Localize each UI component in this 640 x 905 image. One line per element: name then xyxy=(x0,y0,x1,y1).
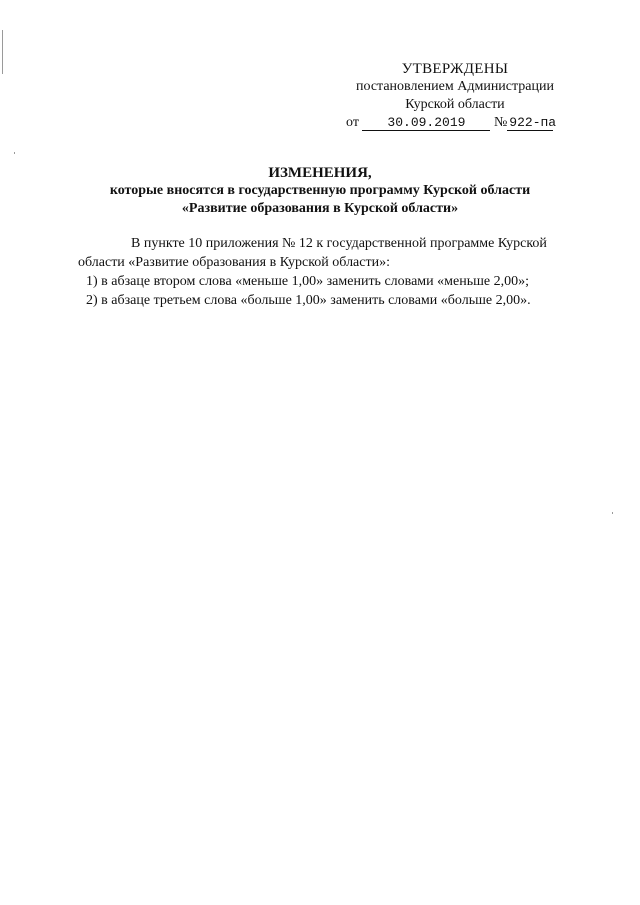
approval-date: 30.09.2019 xyxy=(362,115,490,131)
title-line2: которые вносятся в государственную программу Курской области xyxy=(109,183,531,198)
approval-date-row xyxy=(346,115,557,131)
number-sign: № xyxy=(493,115,508,130)
title-line3: «Развитие образования в Курской области» xyxy=(181,201,459,216)
approval-stamp xyxy=(330,60,580,114)
date-prefix: от xyxy=(346,115,359,130)
approval-heading: УТВЕРЖДЕНЫ xyxy=(401,61,509,77)
paragraph-line2: области «Развитие образования в Курской области»: xyxy=(78,255,390,270)
list-item-text: в абзаце втором слова «меньше 1,00» заменить словами «меньше 2,00»; xyxy=(101,274,529,289)
list-item-number: 1) xyxy=(86,274,98,289)
scan-dot xyxy=(14,152,15,154)
scan-dot xyxy=(612,512,613,514)
list-item xyxy=(78,272,598,291)
list-item-number: 2) xyxy=(86,293,98,308)
document-title xyxy=(90,164,550,218)
list-item-text: в абзаце третьем слова «больше 1,00» заменить словами «больше 2,00». xyxy=(101,293,531,308)
approval-number: 922-па xyxy=(509,115,557,130)
approval-line2: Курской области xyxy=(405,97,505,112)
list-item xyxy=(78,291,598,310)
title-main: ИЗМЕНЕНИЯ, xyxy=(268,165,372,181)
document-body xyxy=(78,234,598,310)
scan-edge-mark xyxy=(2,30,3,74)
paragraph-line1: В пункте 10 приложения № 12 к государственной программе Курской xyxy=(131,236,547,251)
approval-line1: постановлением Администрации xyxy=(356,79,554,94)
